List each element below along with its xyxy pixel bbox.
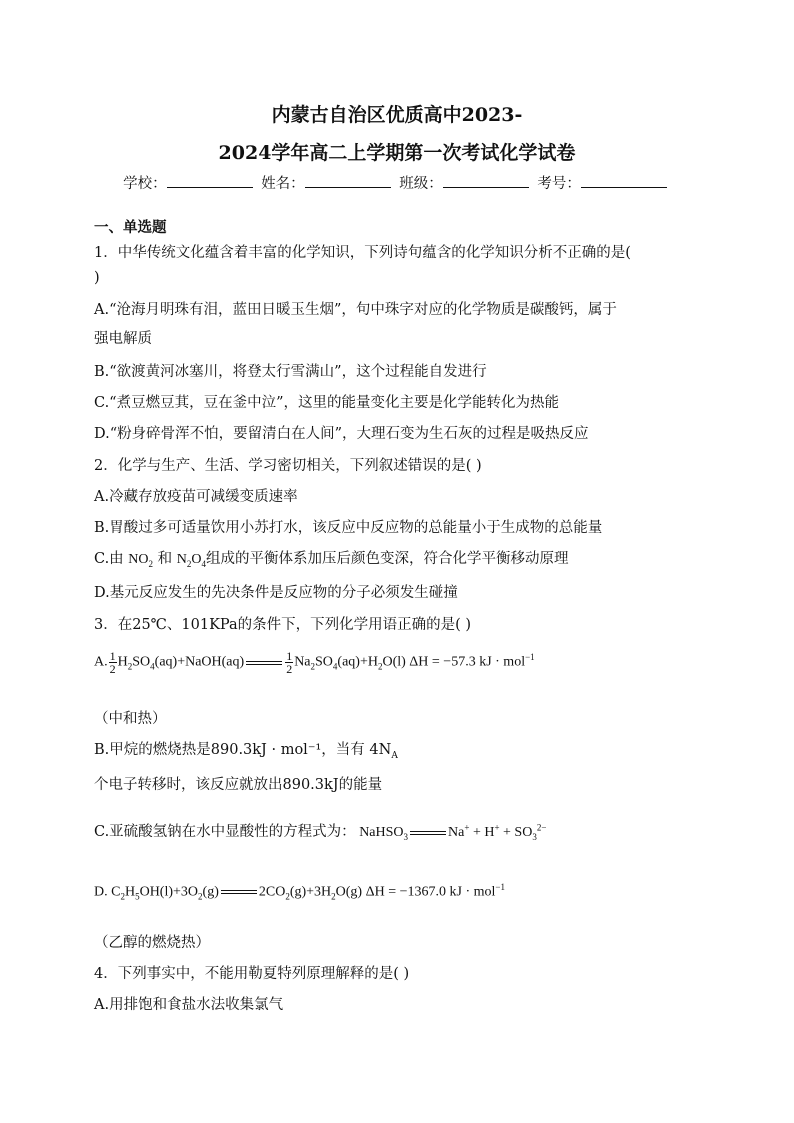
- q3-option-c: C.亚硫酸氢钠在水中显酸性的方程式为： NaHSO$_3$ $Na^+ + H^+ + SO_3^{2-}$: [94, 822, 547, 842]
- q3-option-a-note: （中和热）: [94, 711, 167, 727]
- q1-option-a-cont: 强电解质: [94, 331, 152, 347]
- q3-option-b-cont: 个电子转移时，该反应就放出890.3kJ的能量: [94, 777, 383, 793]
- q3-option-a-equation: A. $\frac{1}{2}$ $H_2SO_4(aq)+NaOH(aq)$ $\frac{1}{2}$ $Na_2SO_4(aq)+H_2O(l) \Delta H = -57.3$ kJ · mol$^{-1}$: [94, 649, 535, 676]
- student-info-row: [0, 172, 794, 193]
- q4-stem: 4．下列事实中，不能用勒夏特列原理解释的是( ): [94, 966, 410, 982]
- q3-option-b: B.甲烷的燃烧热是890.3kJ · mol⁻¹，当有 $4N_A$: [94, 742, 398, 761]
- q1-stem: 1．中华传统文化蕴含着丰富的化学知识，下列诗句蕴含的化学知识分析不正确的是(: [94, 245, 631, 261]
- section-heading: 一、单选题: [94, 219, 167, 236]
- q1-option-a: A.“沧海月明珠有泪，蓝田日暖玉生烟”，句中珠字对应的化学物质是碳酸钙，属于: [94, 302, 617, 318]
- title-line-2: 2024学年高二上学期第一次考试化学试卷: [218, 142, 576, 164]
- number-blank[interactable]: [581, 175, 667, 188]
- name-label: 姓名：: [261, 176, 305, 192]
- q2-option-b: B.胃酸过多可适量饮用小苏打水，该反应中反应物的总能量小于生成物的总能量: [94, 520, 603, 536]
- number-label: 考号：: [537, 176, 581, 192]
- q2-option-d: D.基元反应发生的先决条件是反应物的分子必须发生碰撞: [94, 585, 458, 601]
- school-label: 学校：: [123, 176, 167, 192]
- q3-option-d-note: （乙醇的燃烧热）: [94, 935, 210, 951]
- school-blank[interactable]: [167, 175, 253, 188]
- q3-option-d-equation: D. $C_2H_5OH(l)+3O_2(g)$ $2CO_2(g)+3H_2O(g) \Delta H = -1367.0$ kJ · mol$^{-1}$: [94, 882, 505, 902]
- q1-stem-cont: ): [94, 270, 100, 286]
- q2-option-a: A.冷藏存放疫苗可减缓变质速率: [94, 489, 298, 505]
- class-label: 班级：: [399, 176, 443, 192]
- name-blank[interactable]: [305, 175, 391, 188]
- class-blank[interactable]: [443, 175, 529, 188]
- q3-stem: 3．在25℃、101KPa的条件下，下列化学用语正确的是( ): [94, 617, 472, 633]
- q4-option-a: A.用排饱和食盐水法收集氯气: [94, 997, 284, 1013]
- q2-option-c: C.由 $NO_2$ 和 $N_2O_4$组成的平衡体系加压后颜色变深，符合化学平衡移动原理: [94, 551, 569, 569]
- title-line-1: 内蒙古自治区优质高中2023-: [271, 104, 523, 126]
- q1-option-d: D.“粉身碎骨浑不怕，要留清白在人间”，大理石变为生石灰的过程是吸热反应: [94, 426, 589, 442]
- q1-option-b: B.“欲渡黄河冰塞川，将登太行雪满山”，这个过程能自发进行: [94, 364, 487, 380]
- q1-option-c: C.“煮豆燃豆萁，豆在釜中泣”，这里的能量变化主要是化学能转化为热能: [94, 395, 560, 411]
- q2-stem: 2．化学与生产、生活、学习密切相关，下列叙述错误的是( ): [94, 458, 482, 474]
